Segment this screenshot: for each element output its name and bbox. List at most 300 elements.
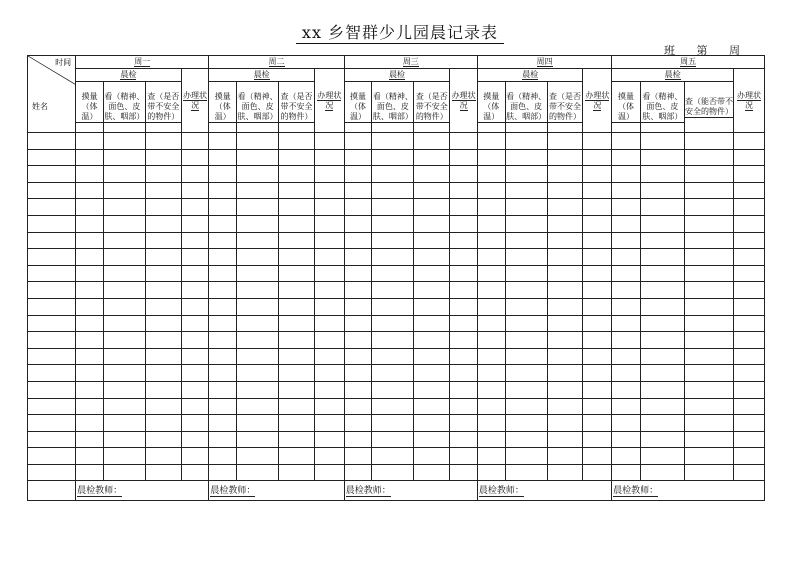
record-cell (547, 398, 583, 415)
record-cell (181, 265, 209, 282)
record-cell (450, 365, 478, 382)
record-cell (505, 149, 547, 166)
record-cell (612, 448, 641, 465)
record-cell (450, 332, 478, 349)
record-cell (734, 149, 765, 166)
record-cell (684, 381, 733, 398)
record-cell (237, 215, 279, 232)
record-cell (547, 365, 583, 382)
check-label: 晨检 (388, 70, 405, 79)
record-cell (279, 315, 315, 332)
record-cell (181, 315, 209, 332)
record-cell (583, 166, 612, 183)
record-cell (372, 398, 414, 415)
record-cell (734, 381, 765, 398)
record-cell (547, 464, 583, 481)
check-label-day-4 (477, 69, 583, 82)
record-cell (505, 232, 547, 249)
record-cell (640, 381, 684, 398)
record-cell (477, 133, 505, 150)
record-cell (505, 182, 547, 199)
record-cell (314, 448, 344, 465)
record-cell (547, 298, 583, 315)
action-status-header-day-2 (314, 69, 344, 133)
table-row (28, 182, 765, 199)
record-cell (145, 365, 181, 382)
name-cell (28, 149, 76, 166)
record-cell (145, 332, 181, 349)
record-cell (414, 232, 450, 249)
record-cell (505, 215, 547, 232)
record-cell (237, 332, 279, 349)
record-cell (209, 149, 237, 166)
record-cell (583, 398, 612, 415)
record-cell (103, 464, 145, 481)
record-cell (583, 381, 612, 398)
record-cell (547, 249, 583, 266)
record-cell (181, 199, 209, 216)
record-cell (477, 215, 505, 232)
record-cell (372, 464, 414, 481)
record-cell (583, 215, 612, 232)
record-cell (612, 249, 641, 266)
record-cell (414, 199, 450, 216)
record-cell (237, 232, 279, 249)
record-cell (279, 282, 315, 299)
table-row (28, 265, 765, 282)
record-cell (414, 381, 450, 398)
record-cell (237, 133, 279, 150)
record-cell (209, 166, 237, 183)
record-cell (612, 282, 641, 299)
record-cell (477, 398, 505, 415)
record-cell (414, 249, 450, 266)
record-cell (450, 431, 478, 448)
record-cell (684, 199, 733, 216)
record-cell (181, 133, 209, 150)
record-cell (103, 166, 145, 183)
record-cell (612, 182, 641, 199)
record-cell (612, 348, 641, 365)
record-cell (181, 448, 209, 465)
record-cell (372, 315, 414, 332)
record-cell (414, 215, 450, 232)
record-cell (640, 315, 684, 332)
action-status-header-day-4 (583, 69, 612, 133)
record-cell (547, 315, 583, 332)
record-cell (344, 431, 372, 448)
touch-temp-header-text: 摸量（体温） (209, 92, 236, 123)
record-cell (76, 149, 104, 166)
record-cell (181, 332, 209, 349)
record-cell (547, 448, 583, 465)
check-label: 晨检 (664, 70, 681, 79)
record-cell (181, 381, 209, 398)
record-cell (145, 398, 181, 415)
record-cell (344, 232, 372, 249)
action-status-label: 办理状况 (585, 90, 610, 110)
record-cell (314, 166, 344, 183)
record-cell (279, 133, 315, 150)
record-cell (612, 133, 641, 150)
record-cell (505, 464, 547, 481)
record-cell (209, 249, 237, 266)
record-cell (372, 348, 414, 365)
record-cell (372, 232, 414, 249)
record-cell (145, 348, 181, 365)
record-cell (547, 415, 583, 432)
record-cell (505, 448, 547, 465)
record-cell (314, 133, 344, 150)
record-cell (145, 415, 181, 432)
record-cell (734, 448, 765, 465)
record-cell (450, 464, 478, 481)
record-cell (547, 166, 583, 183)
morning-check-table (27, 55, 765, 501)
look-header-text: 看（精神、面色、皮肤、咽部） (237, 91, 278, 121)
record-cell (145, 249, 181, 266)
record-cell (279, 265, 315, 282)
record-cell (684, 249, 733, 266)
record-cell (344, 298, 372, 315)
record-cell (684, 415, 733, 432)
record-cell (314, 398, 344, 415)
check-label-day-5 (612, 69, 734, 82)
record-cell (612, 332, 641, 349)
record-cell (279, 249, 315, 266)
record-cell (314, 182, 344, 199)
record-cell (414, 298, 450, 315)
record-cell (209, 133, 237, 150)
record-cell (450, 249, 478, 266)
record-cell (583, 199, 612, 216)
record-cell (734, 166, 765, 183)
record-cell (181, 431, 209, 448)
record-cell (684, 348, 733, 365)
record-cell (181, 365, 209, 382)
record-cell (145, 282, 181, 299)
record-cell (344, 381, 372, 398)
action-status-header-day-5 (734, 69, 765, 133)
teacher-signature-day-1 (76, 481, 209, 501)
day-fri: 周五 (612, 56, 765, 69)
record-cell (583, 365, 612, 382)
record-cell (640, 365, 684, 382)
look-header-day-1 (103, 82, 145, 133)
look-header-day-3 (372, 82, 414, 133)
record-cell (612, 199, 641, 216)
record-cell (450, 166, 478, 183)
record-cell (414, 398, 450, 415)
record-cell (344, 133, 372, 150)
day-thu: 周四 (477, 56, 611, 69)
record-cell (237, 448, 279, 465)
name-cell (28, 232, 76, 249)
record-cell (145, 133, 181, 150)
record-cell (640, 166, 684, 183)
record-cell (103, 448, 145, 465)
record-cell (450, 133, 478, 150)
record-cell (344, 215, 372, 232)
record-cell (103, 265, 145, 282)
table-row (28, 298, 765, 315)
record-cell (414, 182, 450, 199)
record-cell (181, 249, 209, 266)
check-label: 晨检 (253, 70, 270, 79)
touch-temp-header-day-2 (209, 82, 237, 133)
column-header-row (28, 82, 765, 133)
record-cell (477, 431, 505, 448)
record-cell (477, 415, 505, 432)
record-cell (181, 464, 209, 481)
record-cell (209, 199, 237, 216)
record-cell (734, 332, 765, 349)
record-cell (145, 149, 181, 166)
record-cell (547, 381, 583, 398)
record-cell (103, 199, 145, 216)
record-cell (237, 182, 279, 199)
look-header-day-2 (237, 82, 279, 133)
record-cell (76, 298, 104, 315)
check-label: 晨检 (522, 70, 539, 79)
record-cell (450, 415, 478, 432)
record-cell (103, 415, 145, 432)
name-cell (28, 332, 76, 349)
record-cell (372, 448, 414, 465)
record-cell (279, 398, 315, 415)
record-cell (583, 298, 612, 315)
record-cell (734, 282, 765, 299)
record-cell (314, 199, 344, 216)
table-row (28, 332, 765, 349)
record-cell (450, 448, 478, 465)
name-cell (28, 199, 76, 216)
record-cell (583, 282, 612, 299)
record-cell (314, 415, 344, 432)
record-cell (734, 315, 765, 332)
record-cell (145, 298, 181, 315)
record-cell (477, 282, 505, 299)
record-cell (450, 149, 478, 166)
record-cell (103, 282, 145, 299)
record-cell (344, 249, 372, 266)
action-status-header-day-3 (450, 69, 478, 133)
record-cell (279, 448, 315, 465)
record-cell (344, 166, 372, 183)
record-cell (372, 249, 414, 266)
record-cell (734, 365, 765, 382)
record-cell (314, 365, 344, 382)
record-cell (612, 166, 641, 183)
record-cell (209, 315, 237, 332)
record-cell (76, 448, 104, 465)
record-cell (734, 464, 765, 481)
record-cell (237, 282, 279, 299)
name-cell (28, 398, 76, 415)
record-cell (314, 315, 344, 332)
record-cell (314, 381, 344, 398)
record-cell (237, 365, 279, 382)
table-row (28, 282, 765, 299)
touch-temp-header-day-1 (76, 82, 104, 133)
record-cell (181, 298, 209, 315)
table-row (28, 398, 765, 415)
table-row (28, 215, 765, 232)
record-cell (477, 182, 505, 199)
record-cell (684, 332, 733, 349)
record-cell (477, 332, 505, 349)
record-cell (279, 415, 315, 432)
table-row (28, 365, 765, 382)
teacher-signature-day-5 (612, 481, 765, 501)
record-cell (103, 431, 145, 448)
record-cell (76, 199, 104, 216)
check-label-day-1 (76, 69, 182, 82)
name-cell (28, 415, 76, 432)
look-header-text: 看（精神、面色、皮肤、咽部） (506, 91, 547, 121)
record-cell (547, 232, 583, 249)
record-cell (279, 381, 315, 398)
record-cell (640, 431, 684, 448)
record-cell (314, 282, 344, 299)
record-cell (279, 149, 315, 166)
record-cell (209, 398, 237, 415)
record-cell (76, 415, 104, 432)
record-cell (237, 149, 279, 166)
record-cell (103, 182, 145, 199)
record-cell (505, 166, 547, 183)
record-cell (314, 149, 344, 166)
name-cell (28, 215, 76, 232)
record-cell (344, 415, 372, 432)
record-cell (145, 381, 181, 398)
record-cell (640, 149, 684, 166)
record-cell (76, 282, 104, 299)
record-cell (181, 166, 209, 183)
record-cell (103, 215, 145, 232)
name-cell (28, 249, 76, 266)
record-cell (314, 265, 344, 282)
record-cell (237, 464, 279, 481)
record-cell (450, 199, 478, 216)
record-cell (76, 398, 104, 415)
table-row (28, 166, 765, 183)
record-cell (344, 332, 372, 349)
record-cell (640, 298, 684, 315)
record-cell (505, 249, 547, 266)
page-title: xx 乡智群少儿园晨记录表 (0, 20, 800, 43)
record-cell (612, 215, 641, 232)
check-label-day-3 (344, 69, 450, 82)
record-cell (583, 415, 612, 432)
record-cell (477, 448, 505, 465)
record-cell (505, 265, 547, 282)
record-cell (547, 348, 583, 365)
record-cell (547, 182, 583, 199)
record-cell (237, 265, 279, 282)
teacher-label: 晨检教师： (77, 485, 123, 496)
table-row (28, 348, 765, 365)
record-cell (76, 315, 104, 332)
record-cell (612, 398, 641, 415)
record-cell (209, 448, 237, 465)
record-cell (477, 265, 505, 282)
record-cell (103, 298, 145, 315)
record-cell (734, 431, 765, 448)
record-cell (76, 348, 104, 365)
record-cell (237, 315, 279, 332)
teacher-signature-day-2 (209, 481, 344, 501)
record-cell (181, 232, 209, 249)
record-cell (279, 464, 315, 481)
action-status-label: 办理状况 (737, 90, 762, 110)
record-cell (734, 182, 765, 199)
check-items-header-text: 查（是否带不安全的物件） (147, 91, 180, 121)
record-cell (450, 381, 478, 398)
check-label-day-2 (209, 69, 315, 82)
record-cell (505, 298, 547, 315)
record-cell (209, 464, 237, 481)
record-cell (734, 133, 765, 150)
record-cell (344, 398, 372, 415)
record-cell (372, 166, 414, 183)
record-cell (612, 298, 641, 315)
record-cell (583, 182, 612, 199)
record-cell (734, 249, 765, 266)
record-cell (372, 215, 414, 232)
record-cell (209, 282, 237, 299)
record-cell (583, 315, 612, 332)
teacher-label: 晨检教师： (613, 485, 659, 496)
record-cell (103, 398, 145, 415)
name-cell (28, 365, 76, 382)
record-cell (583, 232, 612, 249)
record-cell (612, 265, 641, 282)
record-cell (640, 464, 684, 481)
action-status-label: 办理状况 (451, 90, 476, 110)
record-cell (209, 265, 237, 282)
record-cell (477, 166, 505, 183)
record-cell (640, 199, 684, 216)
record-cell (76, 381, 104, 398)
record-cell (505, 381, 547, 398)
record-cell (314, 348, 344, 365)
record-cell (505, 415, 547, 432)
record-cell (583, 149, 612, 166)
record-cell (684, 365, 733, 382)
name-cell (28, 348, 76, 365)
record-cell (181, 215, 209, 232)
footer-blank-cell (28, 481, 76, 501)
touch-temp-header-day-4 (477, 82, 505, 133)
record-cell (372, 265, 414, 282)
record-cell (181, 415, 209, 432)
record-cell (314, 215, 344, 232)
record-cell (414, 315, 450, 332)
record-cell (209, 182, 237, 199)
record-cell (237, 166, 279, 183)
record-cell (103, 348, 145, 365)
name-cell (28, 282, 76, 299)
week-label: 周 (729, 44, 740, 57)
record-cell (103, 249, 145, 266)
record-cell (145, 182, 181, 199)
record-cell (209, 215, 237, 232)
record-cell (477, 149, 505, 166)
record-cell (145, 199, 181, 216)
record-cell (640, 448, 684, 465)
record-cell (314, 464, 344, 481)
